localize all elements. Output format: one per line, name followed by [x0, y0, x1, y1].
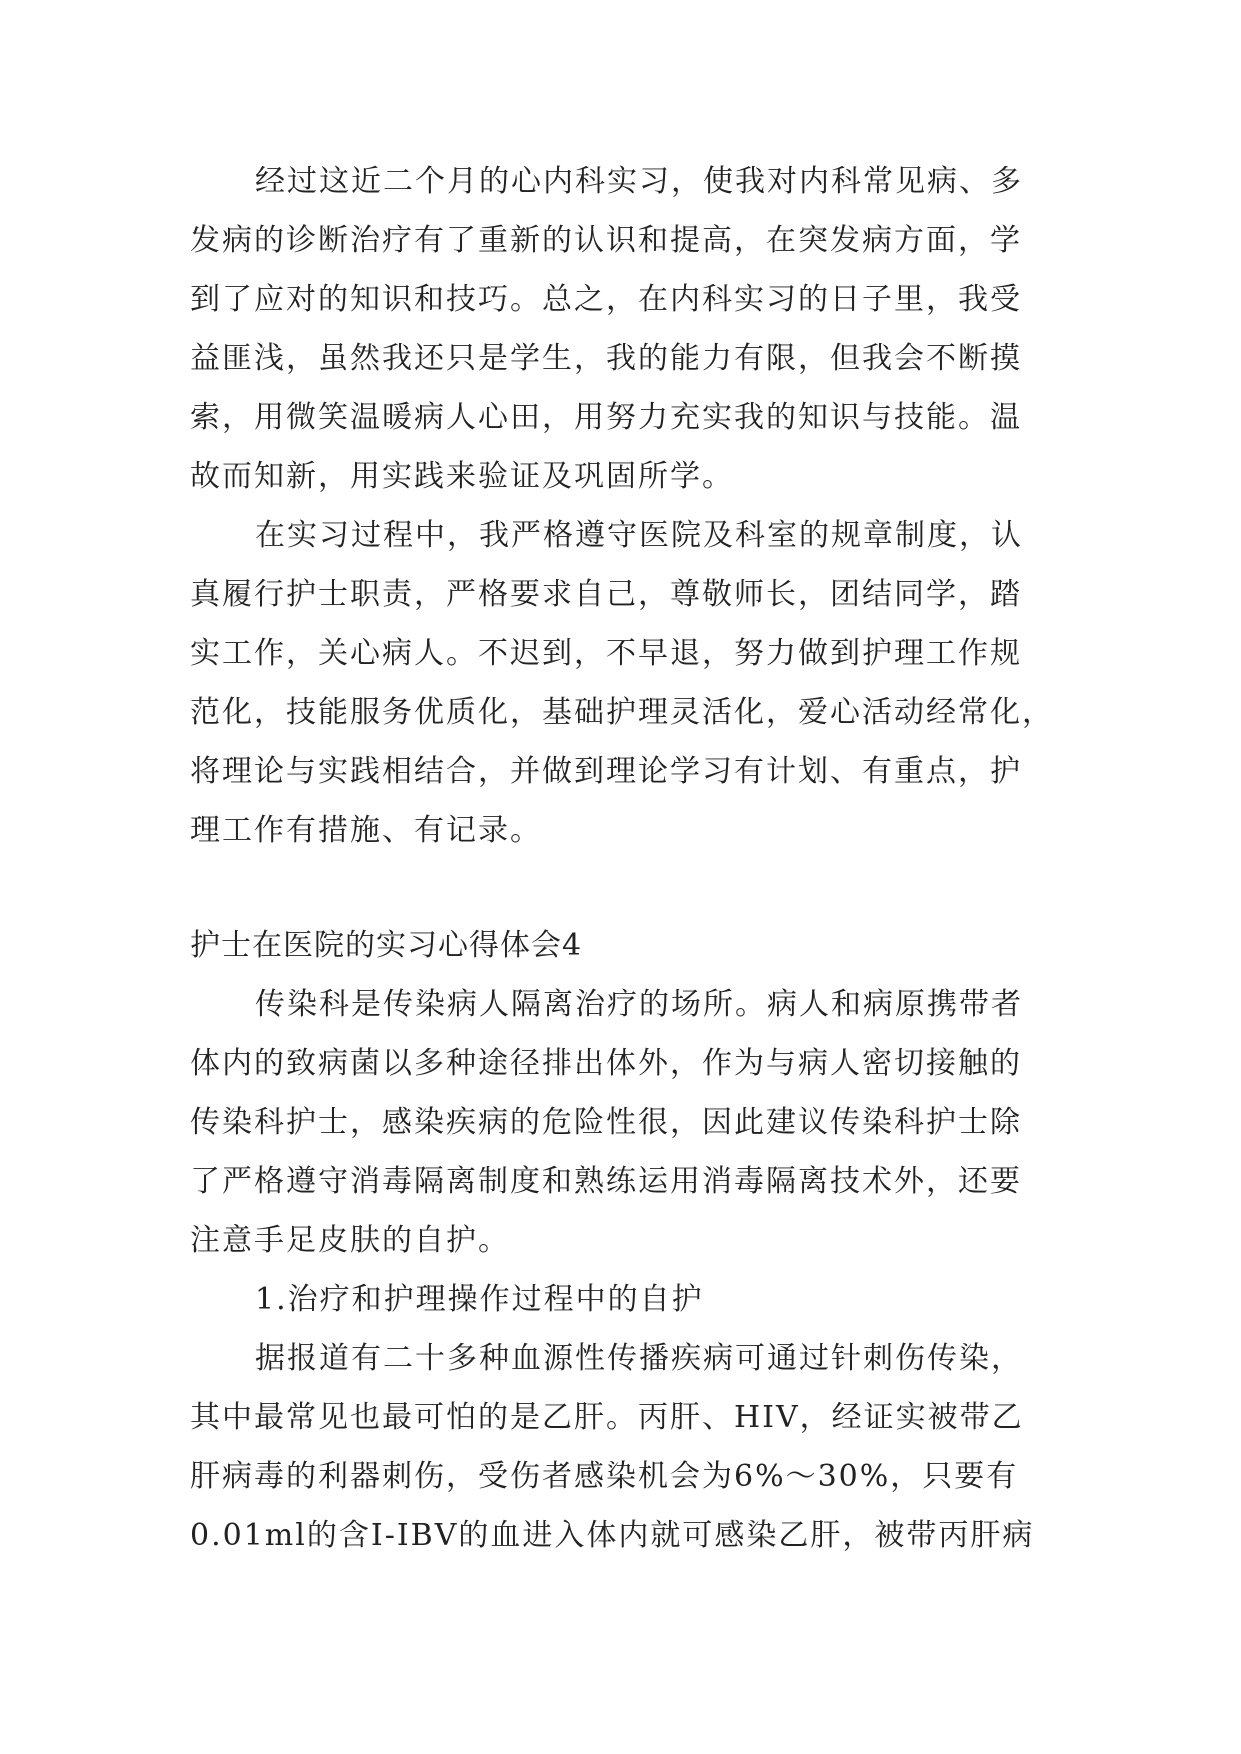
- paragraph-line: 肝病毒的利器刺伤，受伤者感染机会为6%～30%，只要有: [190, 1459, 1019, 1494]
- document-body: [190, 152, 1054, 1565]
- paragraph-line: 益匪浅，虽然我还只是学生，我的能力有限，但我会不断摸: [190, 341, 1022, 376]
- paragraph-3: [190, 975, 1050, 1270]
- paragraph-line: 理工作有措施、有记录。: [190, 813, 542, 848]
- subheading: 1.治疗和护理操作过程中的自护: [255, 1282, 704, 1317]
- paragraph-line: 到了应对的知识和技巧。总之，在内科实习的日子里，我受: [190, 282, 1022, 317]
- paragraph-line: 在实习过程中，我严格遵守医院及科室的规章制度，认: [255, 518, 1023, 553]
- paragraph-4: [190, 1329, 1050, 1565]
- paragraph-line: 0.01ml的含I-IBV的血进入体内就可感染乙肝，被带丙肝病: [190, 1518, 1035, 1553]
- paragraph-line: 经过这近二个月的心内科实习，使我对内科常见病、多: [255, 164, 1023, 199]
- paragraph-line: 故而知新，用实践来验证及巩固所学。: [190, 459, 734, 494]
- paragraph-2: [190, 506, 1054, 860]
- paragraph-line: 发病的诊断治疗有了重新的认识和提高，在突发病方面，学: [190, 223, 1022, 258]
- section-spacer: [190, 860, 1050, 916]
- paragraph-line: 真履行护士职责，严格要求自己，尊敬师长，团结同学，踏: [190, 577, 1022, 612]
- paragraph-line: 实工作，关心病人。不迟到，不早退，努力做到护理工作规: [190, 636, 1022, 671]
- paragraph-1: [190, 152, 1050, 506]
- paragraph-line: 范化，技能服务优质化，基础护理灵活化，爱心活动经常化，: [190, 695, 1054, 730]
- paragraph-line: 将理论与实践相结合，并做到理论学习有计划、有重点，护: [190, 754, 1022, 789]
- paragraph-line: 据报道有二十多种血源性传播疾病可通过针刺伤传染，: [255, 1341, 1023, 1376]
- paragraph-line: 了严格遵守消毒隔离制度和熟练运用消毒隔离技术外，还要: [190, 1164, 1022, 1199]
- paragraph-line: 索，用微笑温暖病人心田，用努力充实我的知识与技能。温: [190, 400, 1022, 435]
- paragraph-line: 其中最常见也最可怕的是乙肝。丙肝、HIV，经证实被带乙: [190, 1400, 1024, 1435]
- section-heading: 护士在医院的实习心得体会4: [190, 928, 583, 963]
- paragraph-line: 体内的致病菌以多种途径排出体外，作为与病人密切接触的: [190, 1046, 1022, 1081]
- paragraph-line: 传染科护士，感染疾病的危险性很，因此建议传染科护士除: [190, 1105, 1022, 1140]
- paragraph-line: 传染科是传染病人隔离治疗的场所。病人和病原携带者: [255, 987, 1023, 1022]
- paragraph-line: 注意手足皮肤的自护。: [190, 1223, 510, 1258]
